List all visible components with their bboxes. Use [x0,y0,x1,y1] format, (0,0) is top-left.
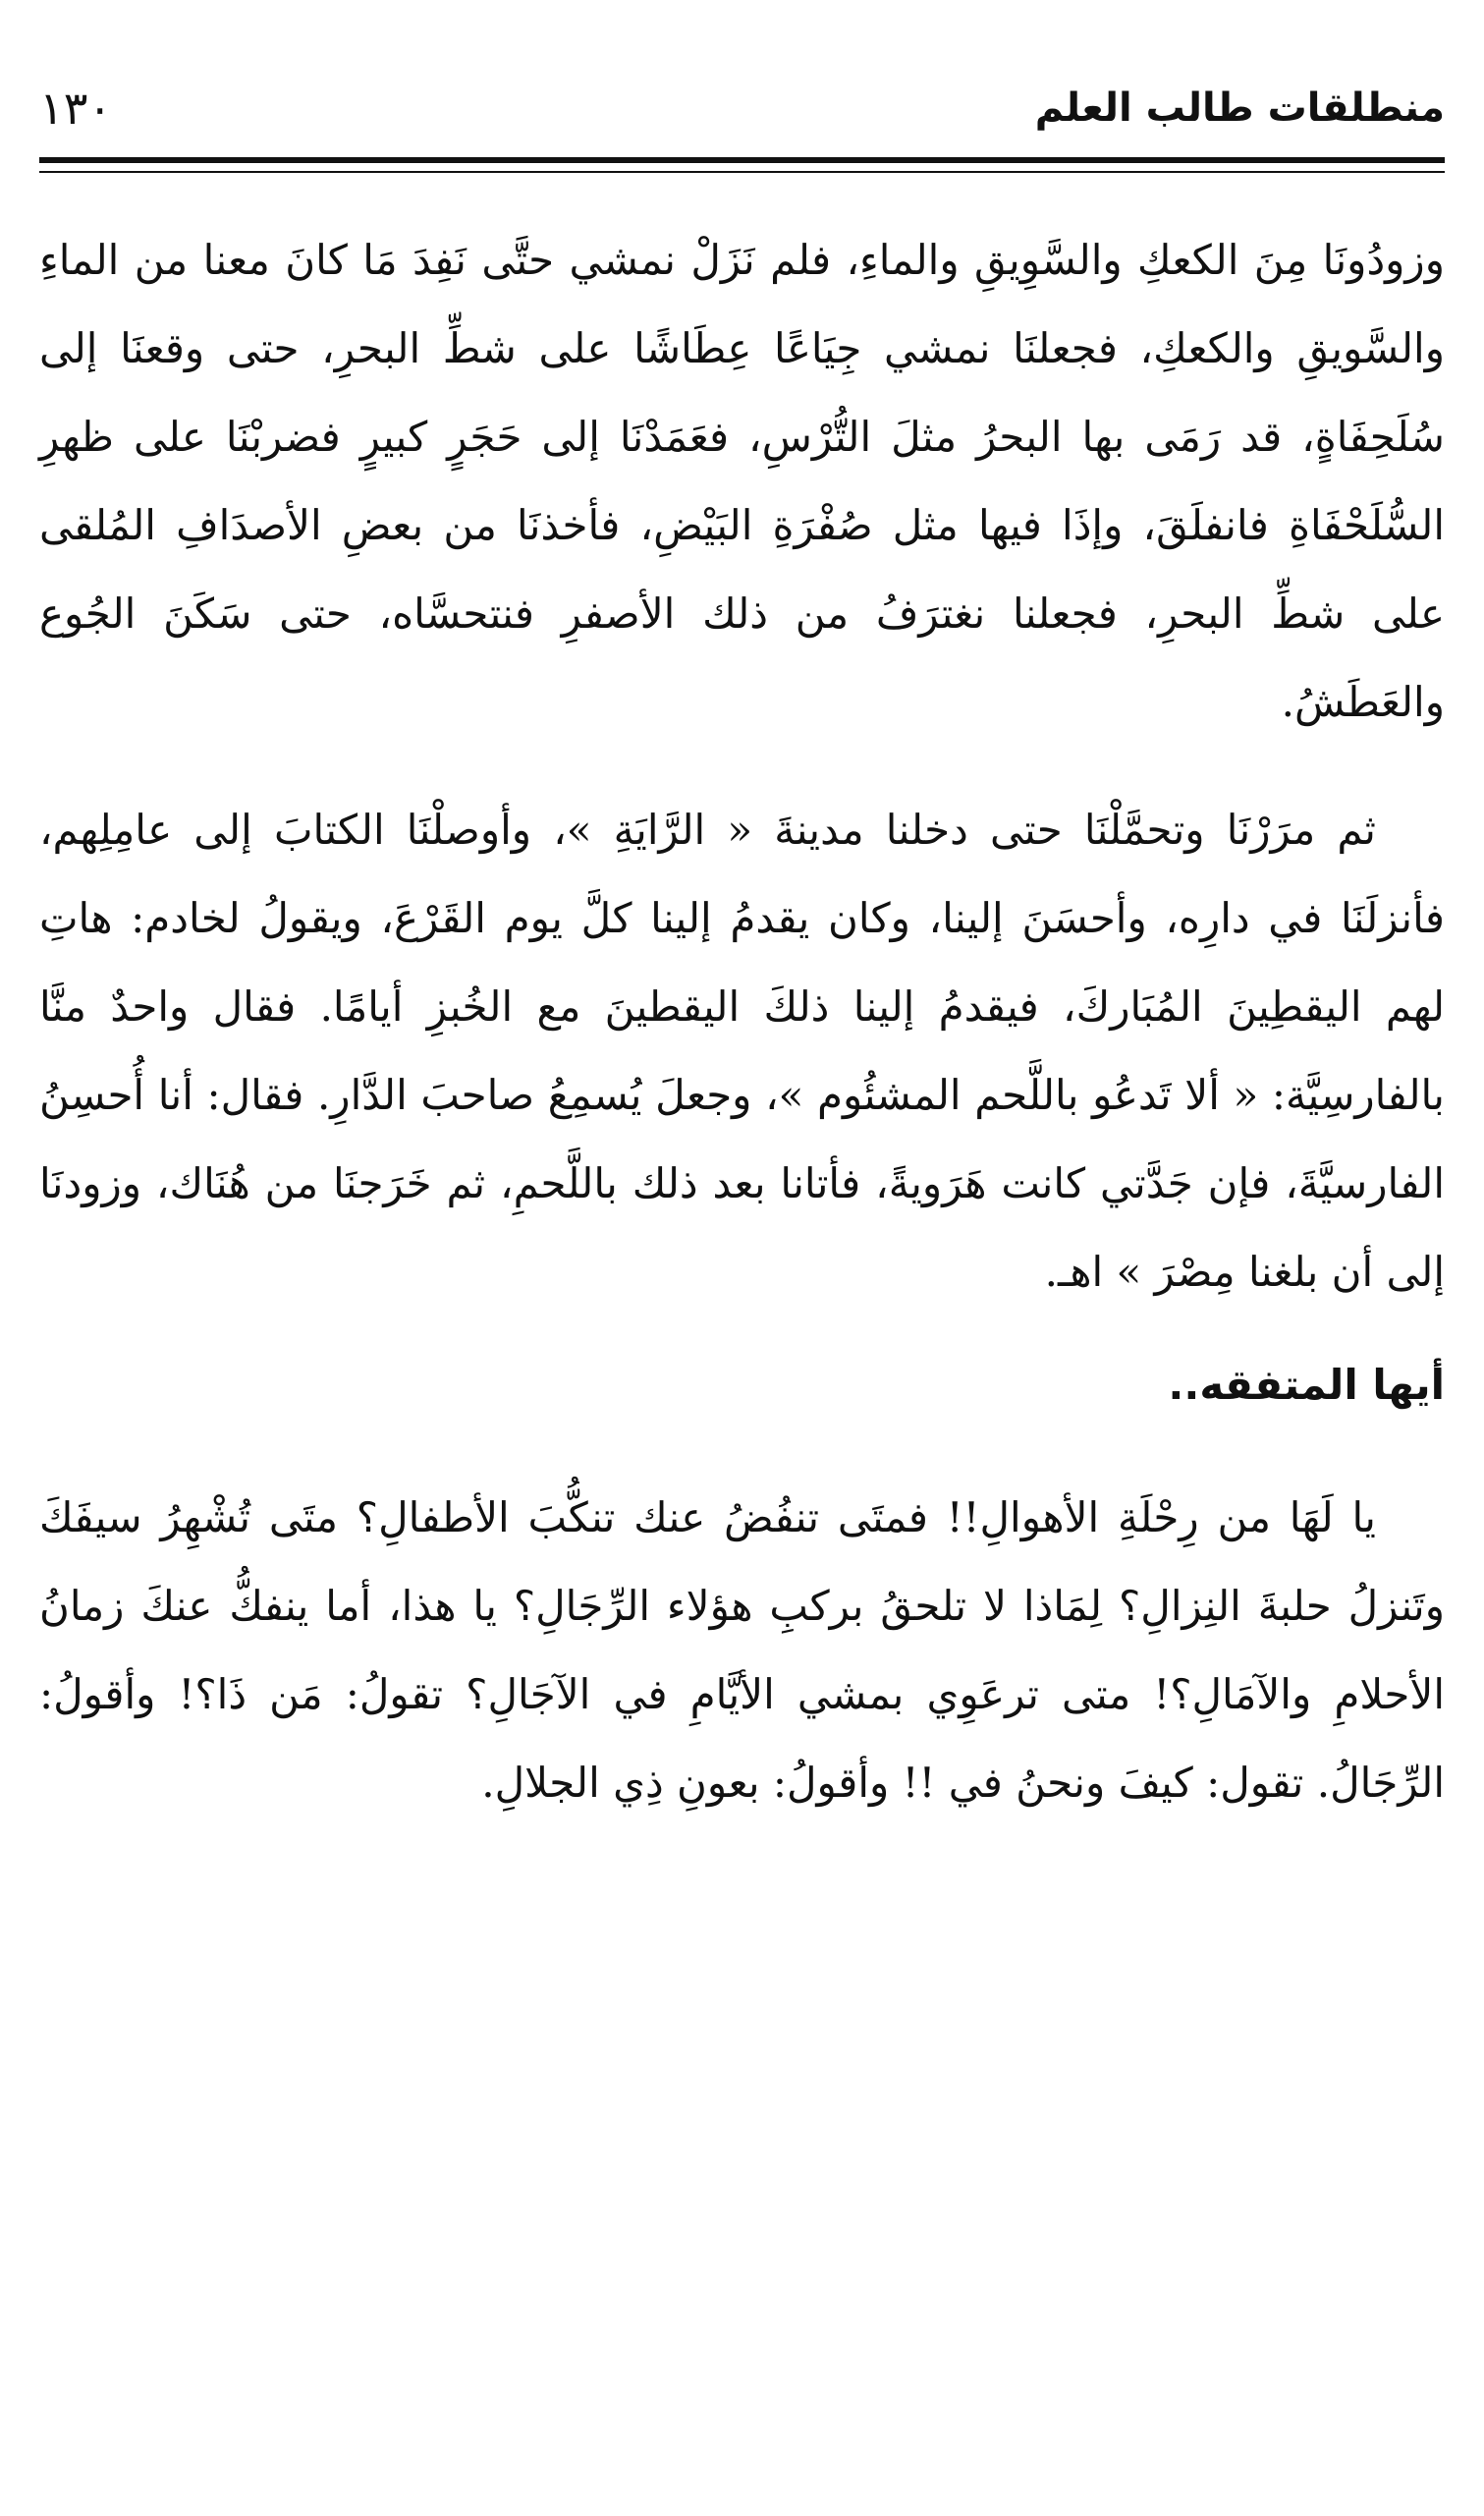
header-rule-thin [39,171,1445,173]
running-title: منطلقات طالب العلم [1034,85,1445,131]
paragraph-1: وزودُونَا مِنَ الكعكِ والسَّوِيقِ والماءِ، فلم نَزَلْ نمشي حتَّى نَفِدَ مَا كانَ معنا من الماءِ والسَّويقِ والكعكِ، فجعلنَا نمشي جِيَاعًا عِطَاشًا على شطِّ البحرِ، حتى وقعنَا إلى سُلَحِفَاةٍ، قد رَمَى بها البحرُ مثلَ التُّرْسِ، فعَمَدْنَا إلى حَجَرٍ كبيرٍ فضربْنَا على ظهرِ السُّلَحْفَاةِ فانفلَقَ، وإذَا فيها مثل صُفْرَةِ البَيْضِ، فأخذنَا من بعضِ الأصدَافِ المُلقى على شطِّ البحرِ، فجعلنا نغترَفُ من ذلك الأصفرِ فنتحسَّاه، حتى سَكَنَ الجُوع والعَطَشُ. [39,236,1445,726]
header-rule-thick [39,157,1445,163]
paragraph-2: ثم مرَرْنَا وتحمَّلْنَا حتى دخلنا مدينةَ « الرَّايَةِ »، وأوصلْنَا الكتابَ إلى عامِلِهم، فأنزلَنَا في دارِه، وأحسَنَ إلينا، وكان يقدمُ إلينا كلَّ يوم القَرْعَ، ويقولُ لخادم: هاتِ لهم اليقطِينَ المُبَاركَ، فيقدمُ إلينا ذلكَ اليقطينَ مع الخُبزِ أيامًا. فقال واحدٌ منَّا بالفارسِيَّة: « ألا تَدعُو باللَّحم المشئُوم »، وجعلَ يُسمِعُ صاحبَ الدَّارِ. فقال: أنا أُحسِنُ الفارسيَّةَ، فإن جَدَّتي كانت هَرَويةً، فأتانا بعد ذلك باللَّحمِ، ثم خَرَجنَا من هُنَاك، وزودنَا إلى أن بلغنا مِصْرَ » اهـ. [39,806,1445,1296]
section-paragraph: يا لَهَا من رِحْلَةِ الأهوالِ!! فمتَى تنفُضُ عنك تنكُّبَ الأطفالِ؟ متَى تُشْهِرُ سيفَكَ وتَنزلُ حلبةَ النِزالِ؟ لِمَاذا لا تلحقُ بركبِ هؤلاء الرِّجَالِ؟ يا هذا، أما ينفكُّ عنكَ زمانُ الأحلامِ والآمَالِ؟! متى ترعَوِي بمشي الأيَّامِ في الآجَالِ؟ تقولُ: مَن ذَا؟! وأقولُ: الرِّجَالُ. تقول: كيفَ ونحنُ في !! وأقولُ: بعونِ ذِي الجلالِ. [39,1493,1445,1807]
page-header [39,69,1445,147]
section-heading: أيها المتفقه.. [1168,1361,1445,1409]
page-body [39,216,1445,1867]
page-number: ١٣٠ [39,82,113,135]
